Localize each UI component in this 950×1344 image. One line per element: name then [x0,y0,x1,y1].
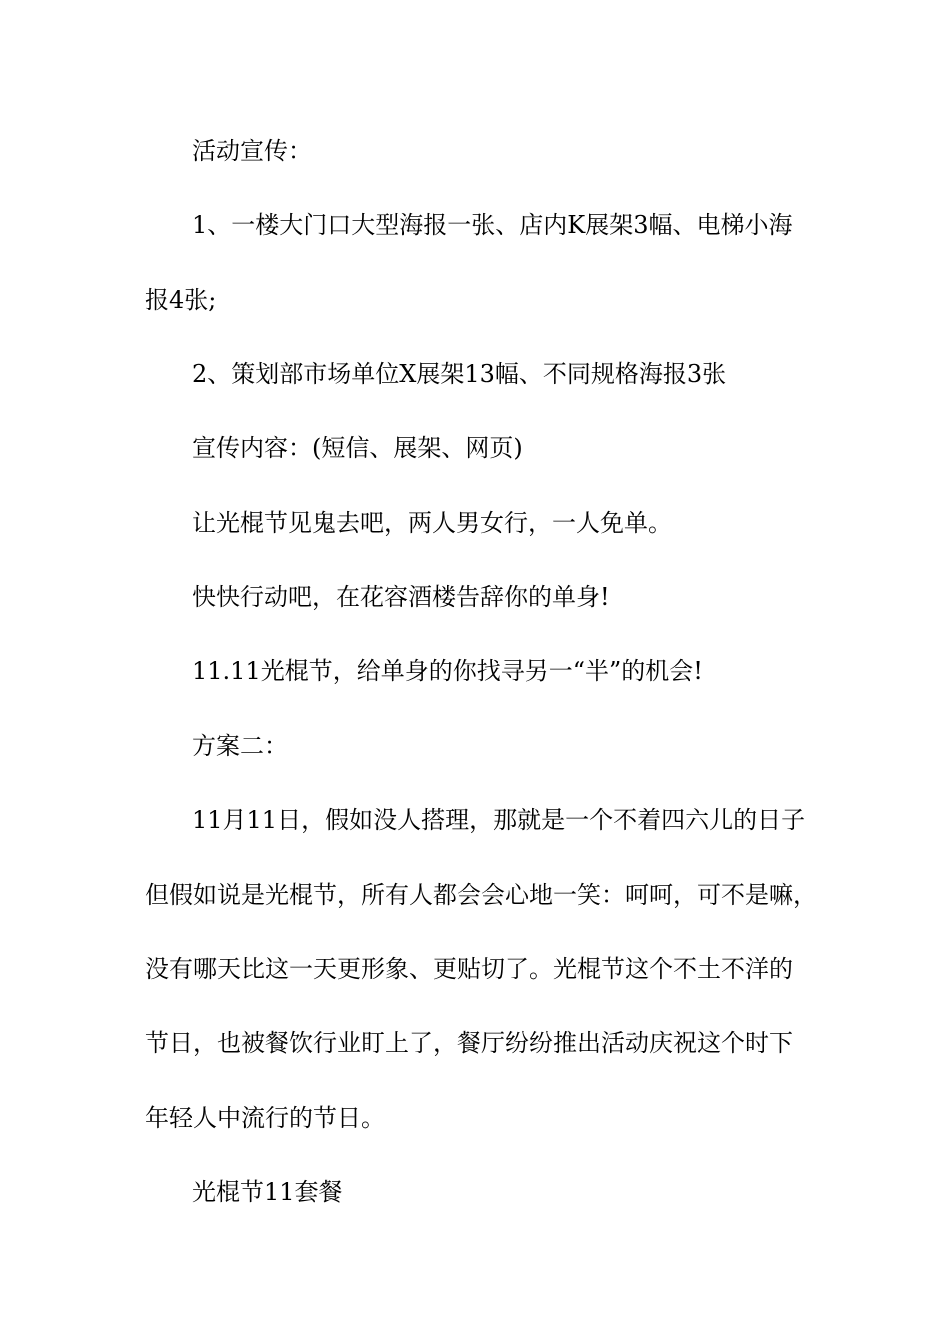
paragraph-line: 节日，也被餐饮行业盯上了，餐厅纷纷推出活动庆祝这个时下 [145,1029,793,1057]
paragraph-line: 报4张; [145,286,217,314]
section-heading-set-meal: 光棍节11套餐 [192,1178,343,1206]
paragraph-line: 快快行动吧，在花容酒楼告辞你的单身! [192,583,610,611]
paragraph-line: 11月11日，假如没人搭理，那就是一个不着四六儿的日子 [192,806,806,834]
section-heading-plan-two: 方案二： [192,732,288,760]
paragraph-line: 年轻人中流行的节日。 [145,1104,385,1132]
paragraph-line: 11.11光棍节，给单身的你找寻另一“半”的机会! [192,657,703,685]
section-heading-content: 宣传内容：(短信、展架、网页) [192,434,523,462]
paragraph-line: 但假如说是光棍节，所有人都会会心地一笑：呵呵，可不是嘛， [145,881,817,909]
paragraph-line: 没有哪天比这一天更形象、更贴切了。光棍节这个不土不洋的 [145,955,793,983]
section-heading-promotion: 活动宣传： [192,137,312,165]
paragraph-line: 让光棍节见鬼去吧，两人男女行，一人免单。 [192,509,672,537]
paragraph-line: 2、策划部市场单位X展架13幅、不同规格海报3张 [192,360,727,388]
paragraph-line: 1、一楼大门口大型海报一张、店内K展架3幅、电梯小海 [192,211,793,239]
